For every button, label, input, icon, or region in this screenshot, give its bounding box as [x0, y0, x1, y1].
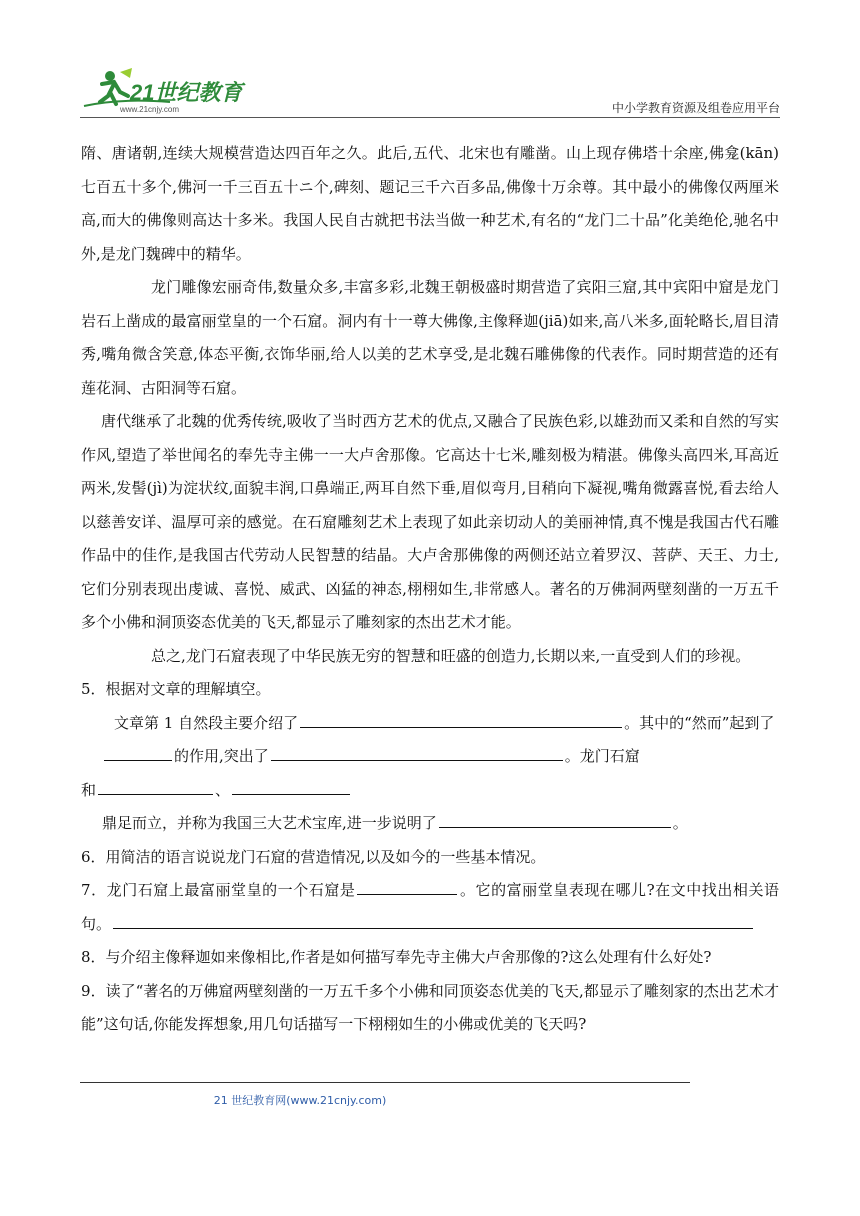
- paragraph-1: 隋、唐诸朝,连续大规模营造达四百年之久。此后,五代、北宋也有雕凿。山上现存佛塔十余座,佛龛(kān)七百五十多个,佛河一千三百五十ニ个,碑刻、题记三千六百多品,佛像十万余尊。其中最小的佛像仅两厘米高,而大的佛像则高达十多米。我国人民自古就把书法当做一种艺术,有名的“龙门二十品”化美绝伦,驰名中外,是龙门魏碑中的精华。: [81, 144, 779, 263]
- paragraph-3: 唐代继承了北魏的优秀传统,吸收了当时西方艺术的优点,又融合了民族色彩,以雄劲而又柔和自然的写实作风,望造了举世闻名的奉先寺主佛一一大卢舍那像。它高达十七米,雕刻极为精湛。佛像头高四米,耳高近两米,发髻(jì)为淀状纹,面貌丰润,口鼻端正,两耳自然下垂,眉似弯月,目稍向下凝视,嘴角微露喜悦,看去给人以慈善安详、温厚可亲的感觉。在石窟雕刻艺术上表现了如此亲切动人的美丽神情,真不愧是我国古代石雕作品中的佳作,是我国古代劳动人民智慧的结晶。大卢舍那佛像的两侧还站立着罗汉、菩萨、天王、力士,它们分别表现出虔诚、喜悦、威武、凶猛的神态,栩栩如生,非常感人。著名的万佛洞两壁刻凿的一万五千多个小佛和洞顶姿态优美的飞天,都显示了雕刻家的杰出艺术才能。: [81, 412, 779, 631]
- question-5-line-2: 的作用,突出了 。龙门石窟: [81, 740, 779, 774]
- question-5: 5．根据对文章的理解填空。: [81, 680, 271, 698]
- answer-blank[interactable]: [232, 776, 350, 795]
- question-8: 8．与介绍主像释迦如来像相比,作者是如何描写奉先寺主佛大卢舍那像的?这么处理有什么好处?: [81, 948, 712, 966]
- footer-divider: [80, 1082, 690, 1083]
- question-5-line-4: 鼎足而立，并称为我国三大艺术宝库,进一步说明了 。: [81, 807, 779, 841]
- question-5-line-3: 和 、: [81, 774, 779, 808]
- answer-blank[interactable]: [439, 809, 671, 828]
- document-body: [81, 137, 779, 1042]
- question-6: 6．用简洁的语言说说龙门石窟的营造情况,以及如今的一些基本情况。: [81, 847, 546, 866]
- answer-blank[interactable]: [113, 910, 753, 929]
- answer-blank[interactable]: [357, 876, 457, 895]
- answer-blank[interactable]: [271, 742, 563, 761]
- header-platform-label: 中小学教育资源及组卷应用平台: [611, 101, 780, 115]
- paragraph-4: 总之,龙门石窟表现了中华民族无穷的智慧和旺盛的创造力,长期以来,一直受到人们的珍视。: [151, 646, 751, 665]
- answer-blank[interactable]: [300, 709, 622, 728]
- logo-text: 21世纪教育: [130, 80, 243, 105]
- question-9: 9．读了“著名的万佛窟两壁刻凿的一万五千多个小佛和同顶姿态优美的飞天,都显示了雕刻家的杰出艺术才能”这句话,你能发挥想象,用几句话描写一下栩栩如生的小佛或优美的飞天吗?: [81, 981, 779, 1033]
- answer-blank[interactable]: [104, 742, 172, 761]
- logo-url: www.21cnjy.com: [120, 105, 179, 114]
- question-7: 7．龙门石窟上最富丽堂皇的一个石窟是 。它的富丽堂皇表现在哪儿?在文中找出相关语句。: [81, 874, 779, 941]
- answer-blank[interactable]: [98, 776, 213, 795]
- question-5-line-1: 文章第 1 自然段主要介绍了 。其中的“然而”起到了: [81, 707, 779, 741]
- header-divider: [80, 117, 780, 118]
- paragraph-2: 龙门雕像宏丽奇伟,数量众多,丰富多彩,北魏王朝极盛时期营造了宾阳三窟,其中宾阳中窟是龙门岩石上凿成的最富丽堂皇的一个石窟。洞内有十一尊大佛像,主像释迦(jiā)如来,高八米多,面轮略长,眉目清秀,嘴角微含笑意,体态平衡,衣饰华丽,给人以美的艺术享受,是北魏石雕佛像的代表作。同时期营造的还有莲花洞、古阳洞等石窟。: [81, 278, 779, 397]
- footer-text: 21 世纪教育网(www.21cnjy.com): [213, 1094, 387, 1107]
- site-logo: [80, 62, 255, 114]
